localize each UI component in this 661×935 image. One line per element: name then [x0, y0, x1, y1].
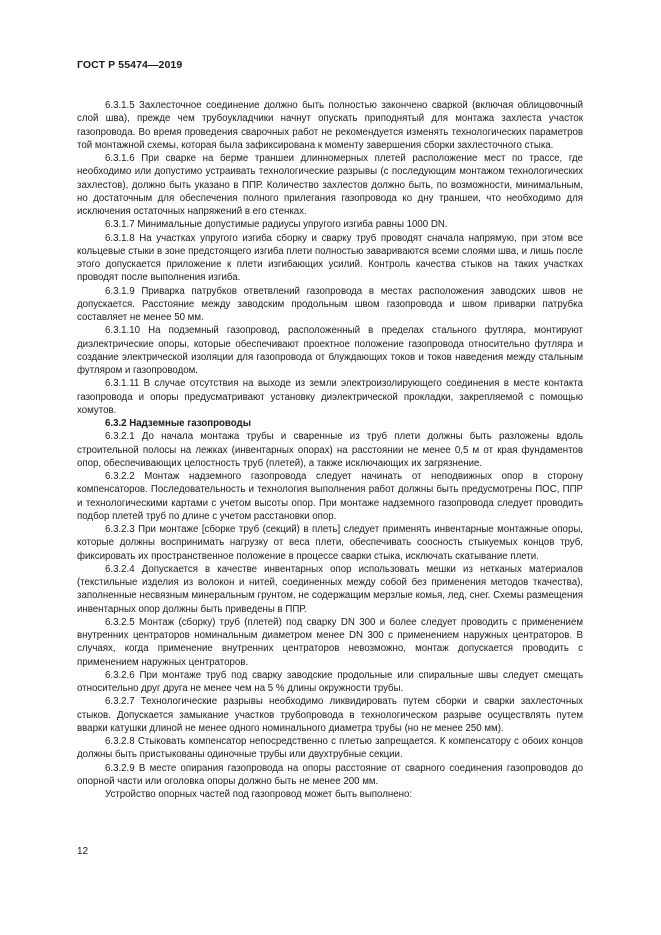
paragraph-6-3-2-3: 6.3.2.3 При монтаже [сборке труб (секций) в плеть] следует применять инвентарные монтажные опоры, которые должны воспринимать нагрузку от веса плети, обеспечивать соосность стыкуемых концов труб, фиксировать их пространственное положение в процессе сварки стыка, исключать скатывание плети.: [77, 524, 583, 562]
paragraph-6-3-2-1: 6.3.2.1 До начала монтажа трубы и сваренные из труб плети должны быть разложены вдоль строительной полосы на лежках (инвентарных опорах) на расстоянии не менее 0,5 м от края фундаментов опор, обеспечивающих целостность труб (плетей), а также исключающих их загрязнение.: [77, 431, 583, 469]
paragraph-6-3-1-8: 6.3.1.8 На участках упругого изгиба сборку и сварку труб проводят сначала напрямую, при этом все кольцевые стыки в зоне предстоящего изгиба плети полностью завариваются всеми слоями шва, и лишь после этого допускается приложение к плети изгибающих усилий. Контроль качества стыков на таких участках проводят после выполнения изгиба.: [77, 232, 583, 284]
paragraph-6-3-1-6: 6.3.1.6 При сварке на берме траншеи длинномерных плетей расположение мест по трассе, где необходимо или допустимо устраивать технологические разрывы (с последующим монтажом технологических захлестов), должно быть указано в ППР. Количество захлестов должно быть, по возможности, минимальным, но достаточным для обеспечения полного прилегания газопровода ко дну траншеи, что необходимо для исключения остаточных напряжений в его стенках.: [77, 153, 583, 217]
paragraph-6-3-2-8: 6.3.2.8 Стыковать компенсатор непосредственно с плетью запрещается. К компенсатору с обоих концов должны быть пристыкованы одиночные трубы или двухтрубные секции.: [77, 736, 583, 761]
paragraph-6-3-2-4: 6.3.2.4 Допускается в качестве инвентарных опор использовать мешки из нетканых материалов (текстильные изделия из волокон и нитей, соединенных между собой без применения методов ткачества), заполненные несвязным минеральным грунтом, не содержащим мерзлые комья, лед, снег. Схемы размещения инвентарных опор должны быть приведены в ППР.: [77, 563, 583, 615]
paragraph-6-3-1-10: 6.3.1.10 На подземный газопровод, расположенный в пределах стального футляра, монтируют диэлектрические опоры, которые обеспечивают проектное положение газопровода относительно футляра и создание электрической изоляции для газопровода от блуждающих токов и токов наведения между стальным футляром и газопроводом.: [77, 325, 583, 376]
paragraph-6-3-2-5: 6.3.2.5 Монтаж (сборку) труб (плетей) под сварку DN 300 и более следует проводить с применением внутренних центраторов номинальным диаметром менее DN 300 с применением наружных центраторов. В случаях, когда применение внутренних центраторов невозможно, монтаж допускается проводить с применением наружных центраторов.: [77, 616, 583, 668]
paragraph-6-3-2-9: 6.3.2.9 В месте опирания газопровода на опоры расстояние от сварного соединения газопроводов до опорной части или оголовка опоры должно быть не менее 200 мм.: [77, 762, 583, 787]
paragraph-6-3-2-7: 6.3.2.7 Технологические разрывы необходимо ликвидировать путем сборки и сварки захлесточных стыков. Допускается замыкание участков трубопровода в технологическом разрыве осуществлять путем вварки катушки длиной не менее одного номинального диаметра трубы (но не менее 250 мм).: [77, 696, 583, 734]
paragraph-6-3-1-5: 6.3.1.5 Захлесточное соединение должно быть полностью закончено сваркой (включая облицовочный слой шва), прежде чем трубоукладчики начнут опускать приподнятый для монтажа захлеста участок газопровода. Во время проведения сварочных работ не рекомендуется изменять технологических параметров той монтажной схемы, которая была зафиксирована к моменту завершения сборки захлесточного стыка.: [77, 100, 583, 151]
document-header: ГОСТ Р 55474—2019: [77, 59, 183, 71]
paragraph-6-3-1-9: 6.3.1.9 Приварка патрубков ответвлений газопровода в местах расположения заводских швов не допускается. Расстояние между заводским продольным швом газопровода и швом приварки патрубка составляет не менее 50 мм.: [77, 285, 583, 323]
paragraph-6-3-2-6: 6.3.2.6 При монтаже труб под сварку заводские продольные или спиральные швы следует смещать относительно друг друга не менее чем на 5 % длины окружности трубы.: [77, 669, 583, 694]
subsection-heading-6-3-2: 6.3.2 Надземные газопроводы: [105, 418, 251, 429]
paragraph-6-3-2-2: 6.3.2.2 Монтаж надземного газопровода следует начинать от неподвижных опор в сторону компенсаторов. Последовательность и технология выполнения работ должны быть предусмотрены ПОС, ППР и технологическими картами с учетом высоты опор. При монтаже надземного газопровода следует проводить подбор плетей труб по длине с учетом расстановки опор.: [77, 471, 583, 522]
paragraph-6-3-1-11: 6.3.1.11 В случае отсутствия на выходе из земли электроизолирующего соединения в месте контакта газопровода и опоры предусматривают установку диэлектрической прокладки, закрепляемой с помощью хомутов.: [77, 378, 583, 416]
paragraph-6-3-1-7: 6.3.1.7 Минимальные допустимые радиусы упругого изгиба равны 1000 DN.: [105, 219, 448, 231]
document-body: [77, 99, 583, 801]
page-number: 12: [77, 846, 89, 857]
paragraph-supports-intro: Устройство опорных частей под газопровод может быть выполнено:: [105, 789, 413, 800]
